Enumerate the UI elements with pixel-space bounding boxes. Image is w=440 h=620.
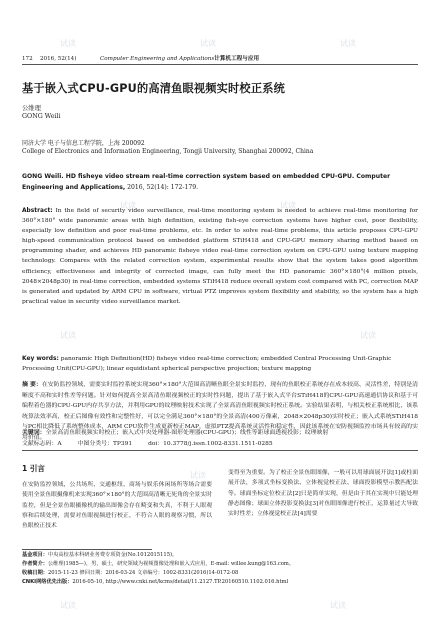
footnote-online [22,578,418,587]
watermark: 试读 [330,601,346,610]
keywords-cn-text: 全景高清鱼眼视频实时校正；嵌入式中央处理器-图形处理器(CPU-GPU)；线性等距球面透视投影；纹理映射 [45,430,329,436]
running-header [22,52,418,65]
column-left [22,463,212,531]
journal-name-cn: 计算机工程与应用 [214,56,260,62]
footnote-fund-text: 中央高校基本科研业务费专项资金(No.1012015115)。 [47,552,178,558]
affiliation-cn: 同济大学 电子与信息工程学院，上海 200092 [22,140,145,147]
watermark: 试读 [340,39,356,48]
author-cn: 公维理 [22,105,41,112]
watermark: 试读 [120,201,136,210]
citation [22,172,418,193]
author-en: GONG Weili [22,113,61,120]
watermark: 试读 [60,331,76,340]
volume-info: 2016, 52(14) [40,56,77,62]
footnote-dates-label: 收稿日期： [22,570,48,576]
footnote-online-text: 2016-05-10, http://www.cnki.net/kcms/detail/11.2127.TP.20160510.1102.016.html [72,579,289,585]
abstract-en-text: In the field of security video surveillance, real-time monitoring system is needed to achieve real-time monitoring for 360°×180° wide panoramic areas with high definition, existing fish-eye correction systems have higher cost, poor flexibility, especially low definition and poor real-time problems, etc. In order to solve real-time problems, this article proposes CPU-GPU high-speed communication protocol based on embedded platform STiH418 and CPU-GPU memory sharing method based on programming shader, and achieves HD panoramic fisheye video real-time correction system on CPU-GPU using texture mapping technology. Compares with the related correction system, experimental results show that the system takes good algorithm efficiency, effectiveness and integrity of corrected image, can fully meet the HD panoramic 360°×180°(4 million pixels, 2048×2048p30) in real-time correction, embedded systems STiH418 reduce overall system cost compared with PC, correction MAP is generated and updated by ARM CPU in software, virtual PTZ improves system flexibility and stability, so the system has a high practical value in security video surveillance market. [22,208,418,305]
paper-title: 基于嵌入式CPU-GPU的高清鱼眼视频实时校正系统 [22,82,285,95]
footnote-bio-label: 作者简介： [22,561,48,567]
keywords-en-text: panoramic High Definition(HD) fisheye video real-time correction; embedded Central Processing Unit-Graphic Processing Unit(CPU-GPU); linear equidistant spherical perspective projection; texture mapping [22,356,392,373]
clc-number: 中图分类号：TP391 [77,441,133,447]
footnote-bio [22,560,418,569]
abstract-cn-text: 在安防监控领域，需要实时监控系统实现360°×180°大范围高清晰鱼眼全景实时监控，现有的鱼眼校正系统存在成本较高、灵活性差，特别是清晰度不高和实时性差等问题。针对如何提高全景高清鱼眼视频校正的实时性问题，提出了基于嵌入式平台STiH418的CPU-GPU高速通信协议和基于可编程着色器的CPU-GPU内存共享方法，并利用GPU的纹理映射技术实现了全景高清鱼眼视频实时校正系统。实验结果表明，与相关校正系统相比，该系统算法效率高，校正后图像有效性和完整性好，可以完全满足360°×180°的全景高清(400万像素，2048×2048p30)实时校正；嵌入式系统STiH418与PC相比降低了系统整体成本，ARM CPU软件生成更新校正MAP，虚拟PTZ提高系统灵活性和稳定性，因此该系统在安防视频监控市场具有较高的实用价值。 [22,382,418,441]
footnote-fund [22,551,418,560]
doc-code: 文献标志码：A [22,441,62,447]
watermark: 试读 [200,39,216,48]
footnote-dates-text: 2015-11-23 修回日期：2016-03-24 文章编号：1002-8331(2016)14-0172-08 [47,570,239,576]
intro-text-left: 在安防监控领域，公共场所、交通枢纽、商场与娱乐休闲场所等场合需要使用全景鱼眼摄像机来实现360°×180°的大范围高清晰无死角的全景实时监控，但是全景鱼眼摄像机的输出图像会存在畸变和失真，不利于人眼观察和后续处理，需要对鱼眼视频进行校正，不符合人眼的观察习惯，所以鱼眼校正技术 [22,482,212,530]
watermark: 试读 [190,471,206,480]
watermark: 试读 [280,201,296,210]
watermark: 试读 [360,331,376,340]
abstract-cn-label: 摘 要： [22,382,42,388]
footnote-fund-label: 基金项目： [22,552,48,558]
keywords-cn [22,428,418,438]
abstract-en-label: Abstract: [22,208,53,214]
footnote-online-label: CNKI网络优先出版： [22,579,73,585]
citation-main: GONG Weili. HD fisheye video stream real-time correction system based on embedded CPU-GPU. Computer Engineering and Applications, [22,173,391,191]
doi-number: doi：10.3778/j.issn.1002-8331.1511-0285 [148,441,273,447]
citation-pages: 2016, 52(14): 172-179. [125,183,199,191]
intro-text-right: 变得至为重要。为了校正全景鱼眼图像，一般可以用球面展开法[1]或柱面展开法，多项式坐标变换法、立体视觉校正法、球面投影模型示教匹配法等。球面坐标定位校正法[2]只是简单实现，但是由于其在实现中只能处理静态图像；球面立体投影变换法[3]对鱼眼图像进行校正，运算量过大导致实时性差；立体视觉校正法[4]需要 [228,470,418,518]
keywords-en-label: Key words: [22,356,59,362]
watermark: 试读 [60,39,76,48]
keywords-en [22,354,418,374]
watermark: 试读 [60,601,76,610]
affiliation-en: College of Electronics and Information Engineering, Tongji University, Shanghai 200092, China [22,148,314,155]
footnote-rule [22,549,152,550]
journal-name-en: Computer Engineering and Applications [100,56,215,62]
footnote-dates [22,569,418,578]
section-heading: 1 引言 [22,464,45,473]
keywords-cn-label: 关键词： [22,430,46,436]
page-number: 172 [22,56,33,62]
classification-ids [22,438,418,447]
footnote-bio-text: 公维理(1985—)，男，硕士，研究领域为视频图像处理和嵌入式应用，E-mail: willee.kung@163.com。 [47,561,295,567]
section-divider [22,450,418,451]
abstract-en [22,206,418,307]
